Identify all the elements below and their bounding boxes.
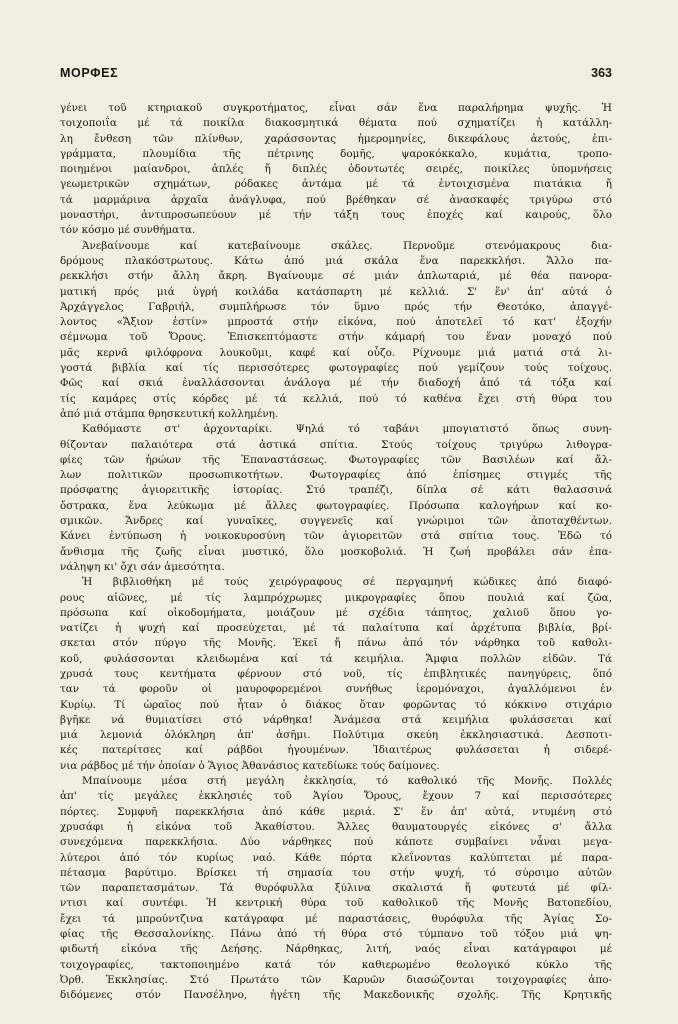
text-line: φίας τῆς Θεσσαλονίκης. Πάνω ἀπό τή θύρα στό τύμπανο τοῦ τόξου μιά ψη- — [60, 928, 612, 941]
text-line: τίς καμάρες στίς κόρδες μέ τά κελλιά, πού τό καθένα ἔχει στή θύρα του — [60, 392, 612, 405]
text-line: ἔχει τά μπρούντζινα κατάγραφα μέ παραστάσεις, θυρόφυλα τῆς Ἁγίας Σο- — [60, 912, 612, 925]
text-line: λη ἔνθεση τῶν πλίνθων, χαράσσοντας ἡμερομηνίες, δικεφάλους ἀετούς, ἐπι- — [60, 132, 612, 145]
text-line: χρυσάφι ἡ εἰκόνα τοῦ Ἀκαθίστου. Ἄλλες θαυματουργές εἰκόνες σ' ἄλλα — [60, 820, 612, 833]
text-line: νάληψη κι' ὄχι σάν ἀμεσότητα. — [60, 560, 225, 573]
text-line: φιδωτή εἰκόνα τῆς Δεήσης. Νάρθηκας, λιτή, ναός εἶναι κατάγραφοι μέ — [60, 943, 612, 956]
text-line: πόρτες. Συμφυῆ παρεκκλήσια ἀπό κάθε μεριά. Σ' ἕν ἀπ' αὐτά, ντυμένη στό — [60, 805, 612, 818]
body-text — [60, 101, 612, 1004]
paragraph — [60, 239, 612, 423]
text-line: ὄστρακα, ἕνα λεύκωμα μέ ἄλλες φωτογραφίες. Πρόσωπα καλογήρων καί κο- — [60, 499, 612, 512]
text-line: ταν τά φοροῦν οἱ μαυροφορεμένοι συνήθως ἱερομόναχοι, ἀγαλλόμενοι ἐν — [60, 683, 612, 696]
text-line: Ἀνεβαίνουμε καί κατεβαίνουμε σκάλες. Περνοῦμε στενόμακρους δια- — [82, 239, 612, 252]
paragraph — [60, 774, 612, 1003]
text-line: φίες τῶν ἡρώων τῆς Ἐπαναστάσεως. Φωτογραφίες τῶν Βασιλέων καί ἄλ- — [60, 453, 612, 466]
text-line: Φῶς καί σκιά ἐναλλάσσονται ἀνάλογα μέ τήν διαδοχή ἀπό τά τόξα καί — [60, 377, 612, 390]
paragraph — [60, 422, 612, 575]
text-line: συνεχόμενα παρεκκλήσια. Δύο νάρθηκες πού κάποτε συμβαίνει νἆναι μεγα- — [60, 836, 612, 849]
text-line: Μπαίνουμε μέσα στή μεγάλη ἐκκλησία, τό καθολικό τῆς Μονῆς. Πολλές — [82, 775, 612, 788]
text-line: Ἡ βιβλιοθήκη μέ τούς χειρόγραφους σέ περγαμηνή κώδικες ἀπό διαφό- — [82, 576, 612, 589]
page-header — [60, 66, 612, 90]
text-line: σέμνωμα τοῦ Ὄρους. Ἐπισκεπτόμαστε στήν κάμαρή του ἕναν μοναχό πού — [60, 331, 612, 344]
text-line: πρόσωπα καί οἰκοδομήματα, μοιάζουν μέ σχέδια τάπητος, χαλιοῦ ὅπου γο- — [60, 606, 612, 619]
text-line: μοναστήρι, ἀντιπροσωπεύουν μέ τήν τάξη τους ἐποχές καί καιρούς, ὅλο — [60, 209, 612, 222]
text-line: τά μαρμάρινα ἀρχαῖα ἀνάγλυφα, πού βρέθηκαν σέ ἀνασκαφές τριγύρω στό — [60, 193, 612, 206]
text-line: διδόμενες στόν Πανσέληνο, ἡγέτη τῆς Μακεδονικῆς σχολῆς. Τῆς Κρητικῆς — [60, 989, 612, 1002]
text-line: κοῦ, φυλάσσονται κλειδωμένα καί τά κειμήλια. Ἄμφια πολλῶν εἰδῶν. Τά — [60, 652, 612, 665]
text-line: γράμματα, πλουμίδια τῆς πέτρινης δομῆς, ψαροκόκκαλο, κυμάτια, τροπο- — [60, 147, 612, 160]
text-line: θίζονταν παλαιότερα στά ἀστικά σπίτια. Στούς τοίχους τριγύρω λιθογρα- — [60, 438, 612, 451]
text-line: τόν κόσμο μέ συνθήματα. — [60, 224, 196, 237]
text-line: χρυσά τους κεντήματα φέρνουν στό νοῦ, τίς ἐπιβλητικές πανηγύρεις, ὅπό — [60, 667, 612, 680]
text-line: ἀπ' τίς μεγάλες ἐκκλησιές τοῦ Ἁγίου Ὄρους, ἔχουν 7 καί περισσότερες — [60, 790, 612, 803]
paragraph — [60, 575, 612, 774]
text-line: ἀπό μιά στάμπα θρησκευτική κολλημένη. — [60, 407, 279, 420]
text-line: ντισι καί συντέφι. Ἡ κεντρική θύρα τοῦ καθολικοῦ τῆς Μονῆς Βατοπεδίου, — [60, 897, 612, 910]
text-line: Ἀρχάγγελος Γαβριήλ, συμπλήρωσε τόν ὕμνο πρός τήν Θεοτόκο, ἀπαγγέ- — [60, 300, 612, 313]
text-line: Ὀρθ. Ἐκκλησίας. Στό Πρωτάτο τῶν Καρυῶν διασώζονται τοιχογραφίες ἀπο- — [60, 973, 612, 986]
text-line: μιά λεμονιά ὁλόκληρη ἀπ' ἀσῆμι. Πολύτιμα σκεύη ἐκκλησιαστικά. Δεσποτι- — [60, 729, 612, 742]
text-line: ἄνθισμα τῆς ζωῆς εἶναι μυστικό, ὅλο μοσκοβολιά. Ἡ ζωή προβάλει σάν ἐπα- — [60, 545, 612, 558]
text-line: Κάνει ἐντύπωση ἡ νοικοκυροσύνη τῶν ἁγιορειτῶν στά σπίτια τους. Ἐδῶ τό — [60, 530, 612, 543]
text-line: λύτεροι ἀπό τόν κυρίως ναό. Κάθε πόρτα κλεΐνονταs καλύπτεται μέ παρα- — [60, 851, 612, 864]
text-line: Καθόμαστε στ' ἀρχονταρίκι. Ψηλά τό ταβάνι μπογιατιστό ὅπως συνη- — [82, 423, 612, 436]
text-line: γοστά βιβλία καί τίς περισσότερες φωτογραφίες πού γεμίζουν τούς τοίχους. — [60, 362, 612, 375]
text-line: ρους αἰῶνες, μέ τίς λαμπρόχρωμες μικρογραφίες ὅπου πουλιά καί ζῶα, — [60, 591, 612, 604]
text-line: ποιημένοι μαίανδροι, ἁπλές ἤ διπλές ὀδοντωτές σειρές, ποικίλες ὑπομνήσεις — [60, 163, 612, 176]
text-line: μᾶς κερνᾶ φιλόφρονα λουκοῦμι, καφέ καί οὖζο. Ρίχνουμε μιά ματιά στά λι- — [60, 346, 612, 359]
text-line: σμικῶν. Ἄνδρες καί γυναῖκες, συγγενεῖς καί γνώριμοι τῶν ἀποταχθέντων. — [60, 515, 612, 528]
text-line: λων πολιτικῶν προσωπικοτήτων. Φωτογραφίες ἀπό ἐπίσημες στιγμές τῆς — [60, 469, 612, 482]
text-line: ματική πρός μιά ὑγρή κοιλάδα κατάσπαρτη μέ κελλιά. Σ' ἕν' ἀπ' αὐτά ὁ — [60, 285, 612, 298]
text-line: βγῆκε νά θυμιατίσει στό νάρθηκα! Ἀνάμεσα στά κειμήλια φυλάσσεται καί — [60, 713, 612, 726]
text-line: πέτασμα βαρύτιμο. Βρίσκει τή σημασία του στήν ψυχή, τό σύρσιμο αὐτῶν — [60, 866, 612, 879]
text-line: δρόμους πλακόστρωτους. Κάτω ἀπό μιά σκάλα ἕνα παρεκκλήσι. Ἄλλο πα- — [60, 254, 612, 267]
text-line: πρόσφατης ἁγιορειτικῆς ἱστορίας. Στό τραπέζι, δίπλα σέ κάτι θαλασσινά — [60, 484, 612, 497]
text-line: Κυρίῳ. Τί ὡραῖος πού ἦταν ὁ διάκος ὅταν φορῶντας τό κόκκινο στιχάριο — [60, 698, 612, 711]
text-line: τῶν παραπετασμάτων. Τά θυρόφυλλα ξύλινα σκαλιστά ἤ φυτευτά μέ φίλ- — [60, 882, 612, 895]
text-line: κές πατερίτσες καί ράβδοι ἡγουμένων. Ἰδιαιτέρως φυλάσσεται ἡ σιδερέ- — [60, 744, 612, 757]
running-head: ΜΟΡΦΕΣ — [60, 66, 119, 80]
text-line: λοντος «Ἄξιον ἐστίν» μπροστά στήν εἰκόνα, πού ἀποτελεῖ τό κατ' ἐξοχήν — [60, 316, 612, 329]
text-line: γένει τοῦ κτηριακοῦ συγκροτήματος, εἶναι σάν ἕνα παραλήρημα ψυχῆς. Ἡ — [60, 102, 612, 114]
text-line: νατίζει ἡ ψυχή καί προσεύχεται, μέ τά παλαίτυπα καί ἀρχέτυπα βιβλία, βρί- — [60, 622, 612, 635]
text-line: ρεκκλήσι στήν ἄλλη ἄκρη. Βγαίνουμε σέ μιάν ἀπλωταριά, μέ θέα πανορα- — [60, 270, 612, 283]
text-line: τοιχοποιΐα μέ τά ποικίλα διακοσμητικά θέματα πού σχηματίζει ἡ κατάλλη- — [60, 117, 612, 130]
text-line: γεωμετρικῶν σχημάτων, ρόδακες ἀντάμα μέ τά ἐντοιχισμένα πιατάκια ἤ — [60, 178, 612, 191]
text-line: τοιχογραφίες, τακτοποιημένο κατά τόν καθιερωμένο θεολογικό κύκλο τῆς — [60, 958, 612, 971]
text-line: σκεται στόν πύργο τῆς Μονῆς. Ἐκεῖ ἤ πάνω ἀπό τόν νάρθηκα τοῦ καθολι- — [60, 637, 612, 650]
page-number: 363 — [591, 66, 612, 80]
text-line: νια ράβδος μέ τήν ὁποίαν ὁ Ἅγιος Ἀθανάσιος κατεδίωκε τούς δαίμονες. — [60, 759, 440, 772]
paragraph — [60, 101, 612, 239]
